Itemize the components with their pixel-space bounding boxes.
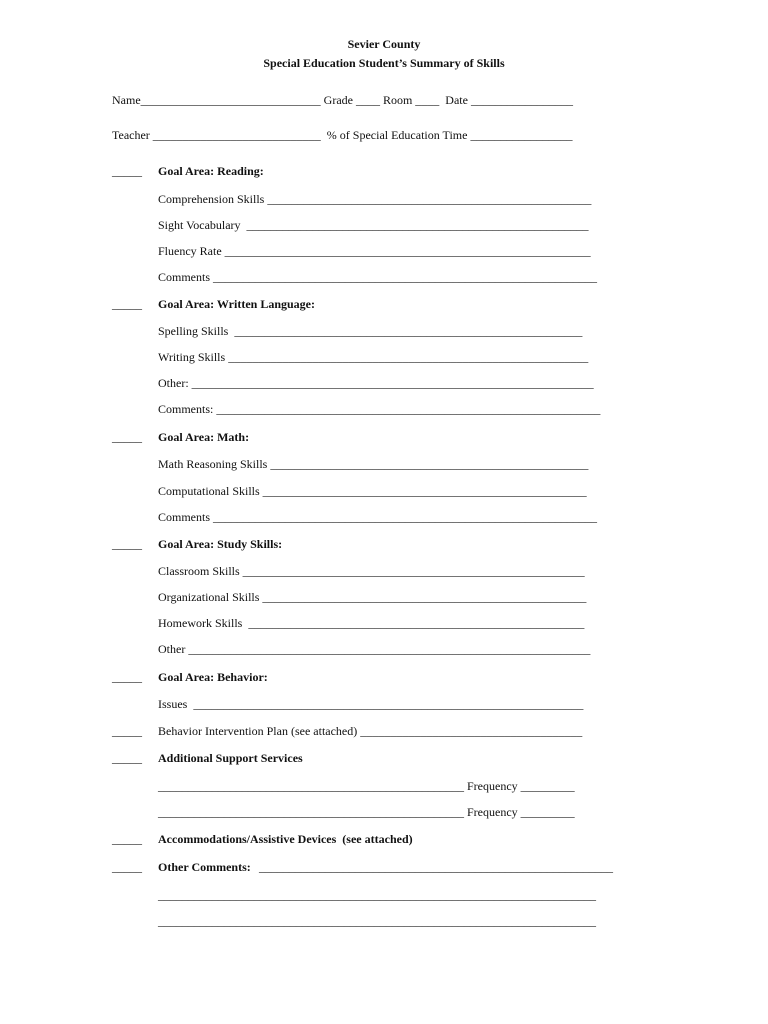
support-services-heading: Additional Support Services (158, 751, 303, 765)
organizational-skills-line[interactable]: Organizational Skills ______________________________________________________ (158, 590, 587, 604)
behavior-issues-line[interactable]: Issues _________________________________________________________________ (158, 697, 584, 711)
sight-vocabulary-line[interactable]: Sight Vocabulary _________________________________________________________ (158, 218, 589, 232)
behavior-heading: Goal Area: Behavior: (158, 670, 268, 684)
other-comments-check-blank[interactable]: _____ (112, 860, 142, 874)
accommodations-check-blank[interactable]: _____ (112, 832, 142, 846)
other-comments-line-3[interactable]: _________________________________________________________________________ (158, 914, 596, 928)
reading-heading: Goal Area: Reading: (158, 164, 264, 178)
reading-check-blank[interactable]: _____ (112, 164, 142, 178)
name-grade-room-date-line[interactable]: Name______________________________ Grade ____ Room ____ Date _________________ (112, 93, 573, 107)
support-frequency-line-2[interactable]: ___________________________________________________ Frequency _________ (158, 805, 575, 819)
teacher-time-line[interactable]: Teacher ____________________________ % of Special Education Time _________________ (112, 128, 573, 142)
comprehension-skills-line[interactable]: Comprehension Skills ______________________________________________________ (158, 192, 592, 206)
study-other-line[interactable]: Other ___________________________________________________________________ (158, 642, 591, 656)
spelling-skills-line[interactable]: Spelling Skills __________________________________________________________ (158, 324, 583, 338)
fluency-rate-line[interactable]: Fluency Rate _____________________________________________________________ (158, 244, 591, 258)
written-comments-line[interactable]: Comments: ________________________________________________________________ (158, 402, 601, 416)
support-frequency-line-1[interactable]: ___________________________________________________ Frequency _________ (158, 779, 575, 793)
behavior-check-blank[interactable]: _____ (112, 670, 142, 684)
writing-skills-line[interactable]: Writing Skills ____________________________________________________________ (158, 350, 589, 364)
written-check-blank[interactable]: _____ (112, 297, 142, 311)
behavior-plan-line[interactable]: Behavior Intervention Plan (see attached) _____________________________________ (158, 724, 583, 738)
study-check-blank[interactable]: _____ (112, 537, 142, 551)
math-check-blank[interactable]: _____ (112, 430, 142, 444)
reading-comments-line[interactable]: Comments ________________________________________________________________ (158, 270, 598, 284)
support-check-blank[interactable]: _____ (112, 751, 142, 765)
accommodations-heading: Accommodations/Assistive Devices (see attached) (158, 832, 413, 846)
classroom-skills-line[interactable]: Classroom Skills _________________________________________________________ (158, 564, 585, 578)
county-title: Sevier County (347, 37, 421, 51)
other-comments-label: Other Comments: (158, 860, 251, 874)
written-other-line[interactable]: Other: ___________________________________________________________________ (158, 376, 594, 390)
other-comments-line-2[interactable]: _________________________________________________________________________ (158, 888, 596, 902)
math-heading: Goal Area: Math: (158, 430, 250, 444)
homework-skills-line[interactable]: Homework Skills ________________________________________________________ (158, 616, 585, 630)
bip-check-blank[interactable]: _____ (112, 724, 142, 738)
form-title: Special Education Student’s Summary of Skills (263, 56, 505, 70)
math-comments-line[interactable]: Comments ________________________________________________________________ (158, 510, 598, 524)
written-language-heading: Goal Area: Written Language: (158, 297, 315, 311)
other-comments-line-1[interactable]: ___________________________________________________________ (256, 860, 613, 874)
study-skills-heading: Goal Area: Study Skills: (158, 537, 283, 551)
computational-skills-line[interactable]: Computational Skills ______________________________________________________ (158, 484, 587, 498)
math-reasoning-line[interactable]: Math Reasoning Skills _____________________________________________________ (158, 457, 589, 471)
